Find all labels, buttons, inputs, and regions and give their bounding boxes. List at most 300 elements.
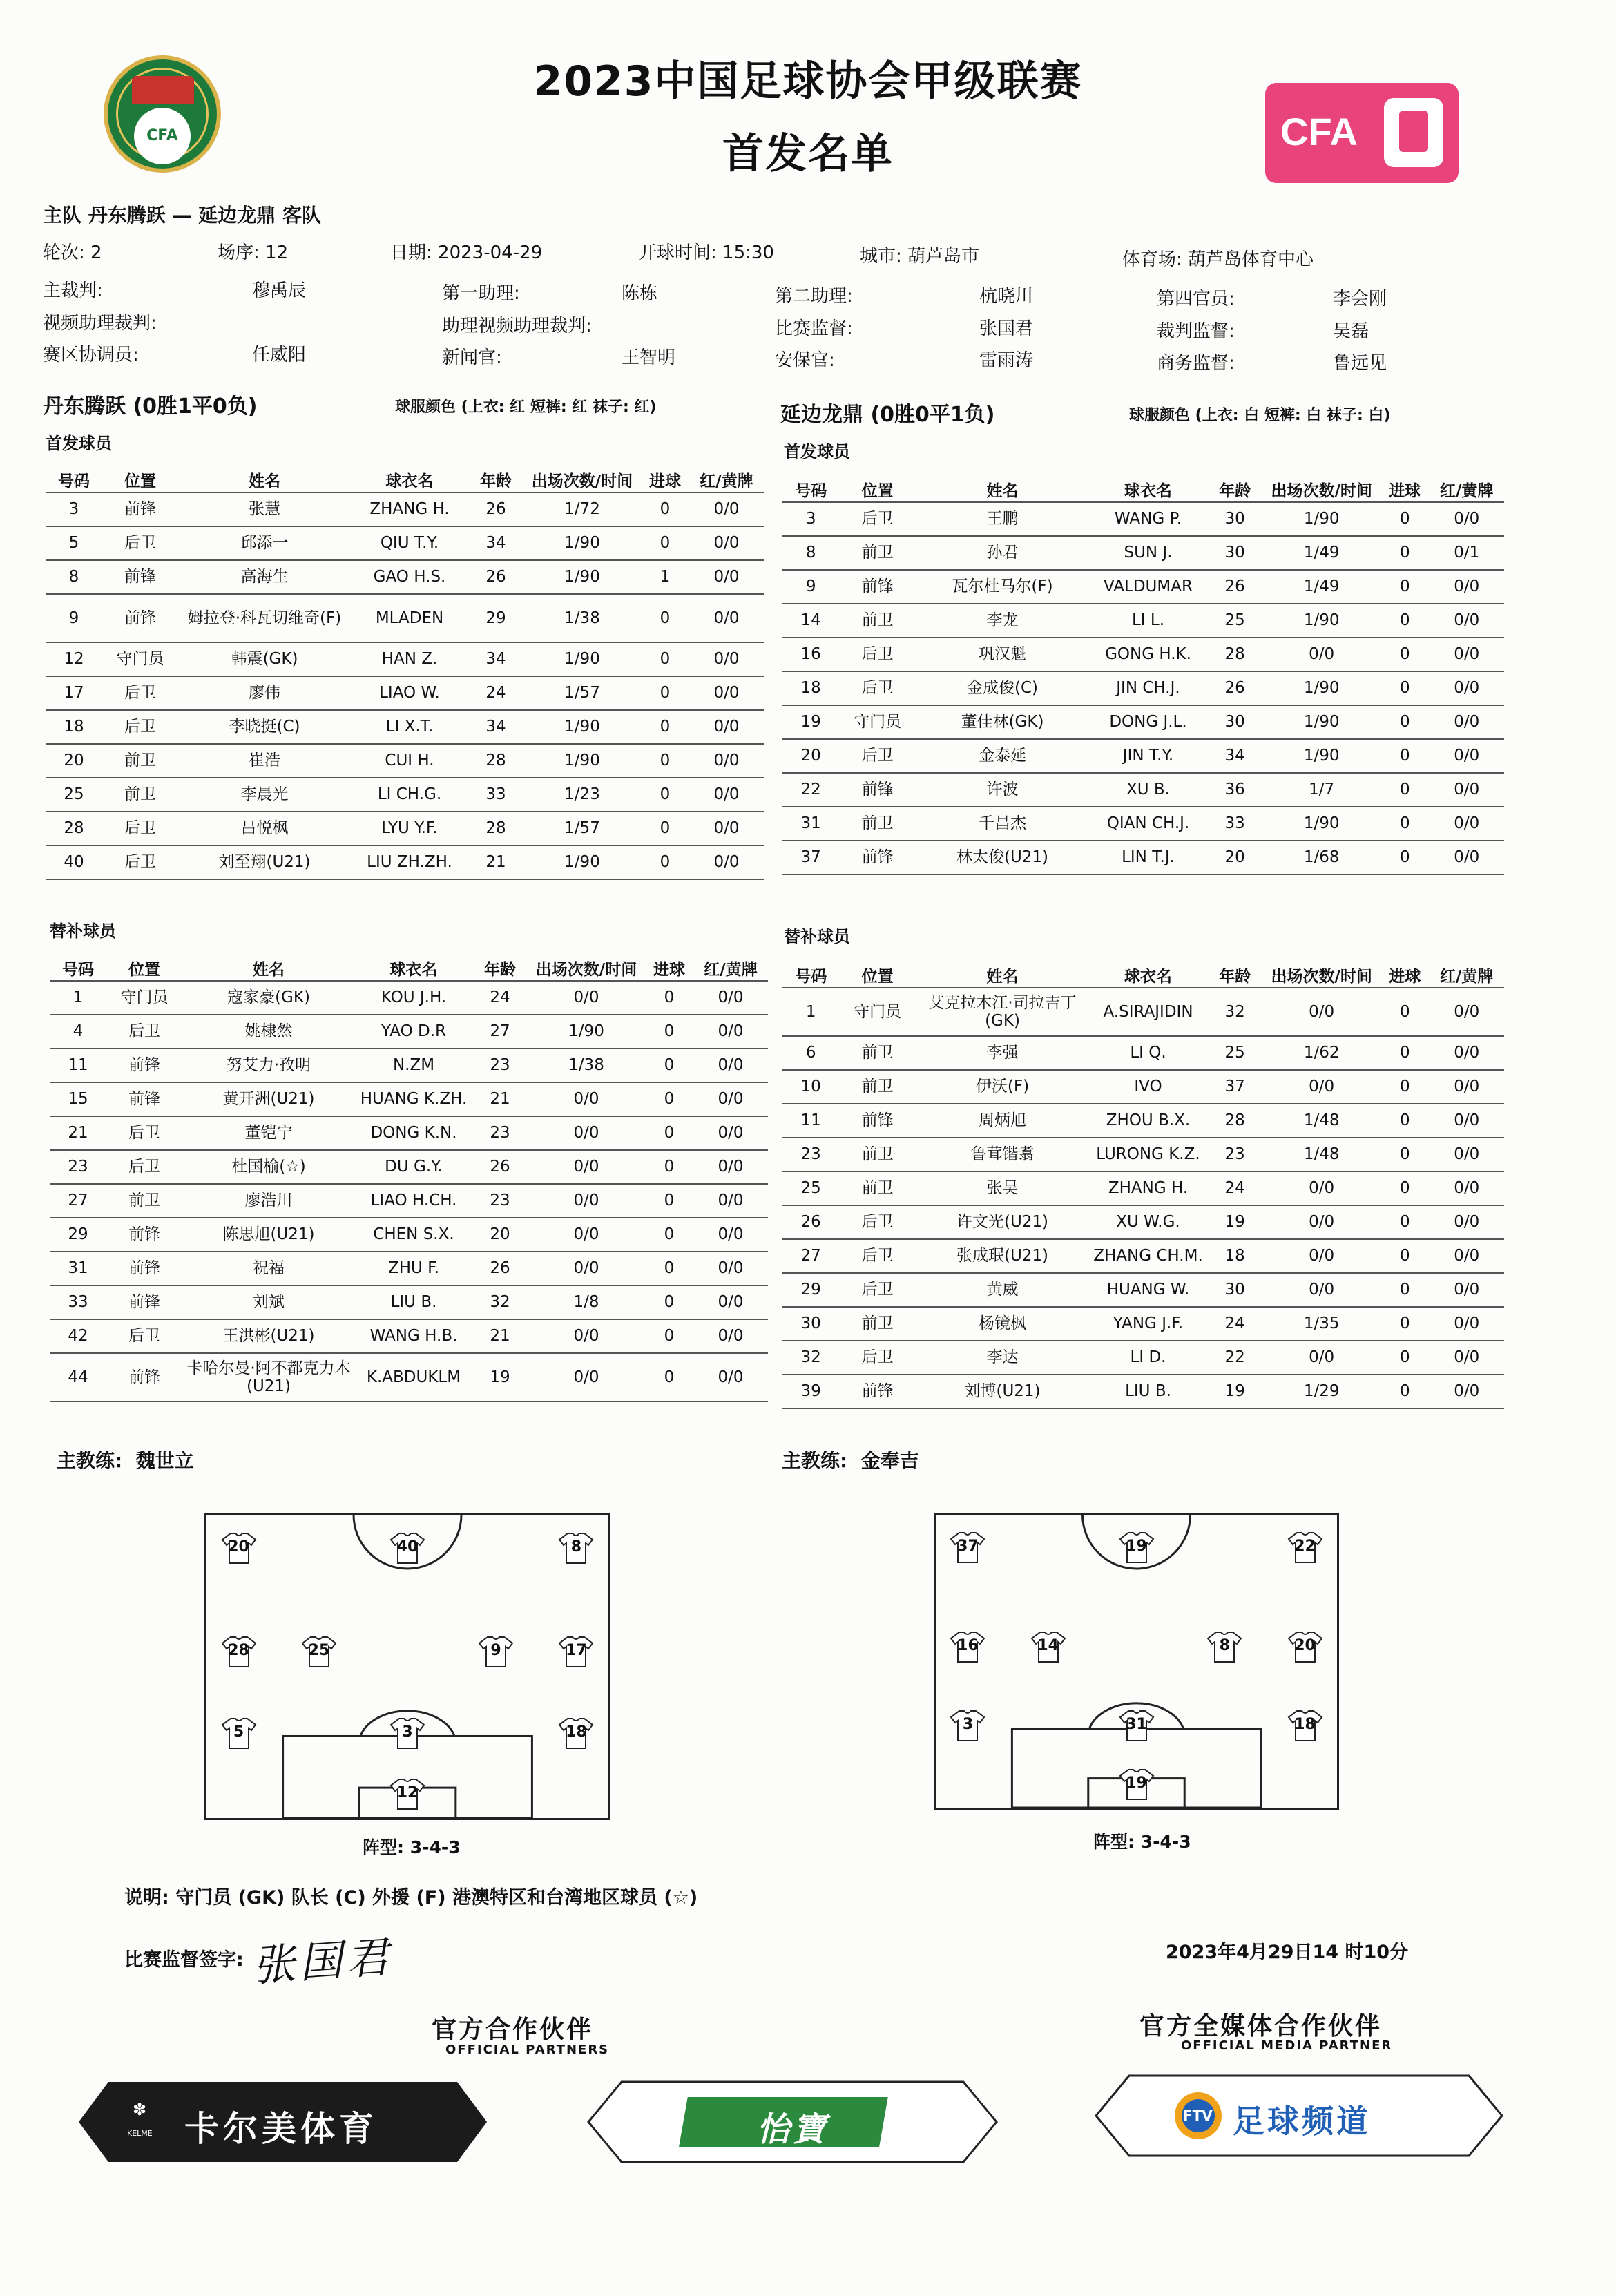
- player-cell: 李龙: [916, 604, 1089, 638]
- player-cell: IVO: [1089, 1070, 1207, 1104]
- player-cell: 18: [782, 671, 839, 705]
- column-header: 姓名: [182, 955, 355, 981]
- home-subs-label: 替补球员: [50, 921, 116, 941]
- official-name: 穆禹辰: [252, 280, 307, 301]
- away-formation: 阵型: 3-4-3: [1093, 1832, 1191, 1852]
- player-cell: 33: [50, 1285, 106, 1319]
- column-header: 出场次数/时间: [523, 467, 641, 492]
- player-cell: 金成俊(C): [916, 671, 1089, 705]
- player-cell: 守门员: [106, 981, 182, 1015]
- paw-icon: ✽: [133, 2100, 147, 2119]
- player-cell: 0: [1381, 807, 1429, 841]
- player-cell: 39: [782, 1375, 839, 1408]
- column-header: 位置: [839, 477, 916, 502]
- player-cell: 张成珉(U21): [916, 1239, 1089, 1273]
- player-cell: LYU Y.F.: [351, 812, 468, 845]
- player-cell: 1: [641, 560, 689, 594]
- player-cell: 0: [1381, 1273, 1429, 1307]
- player-cell: 后卫: [106, 1116, 182, 1150]
- player-cell: 0/0: [1429, 638, 1504, 671]
- player-cell: 0: [641, 492, 689, 526]
- player-cell: 1/90: [1262, 502, 1381, 536]
- player-cell: 1/90: [523, 560, 641, 594]
- player-cell: 崔浩: [178, 744, 351, 778]
- player-cell: 28: [468, 744, 523, 778]
- player-cell: 黄开洲(U21): [182, 1082, 355, 1116]
- player-row: [782, 841, 1504, 874]
- shirt-number: 19: [1126, 1774, 1147, 1792]
- player-cell: 0/0: [693, 1015, 768, 1049]
- player-cell: 1/23: [523, 778, 641, 812]
- player-cell: 0: [645, 1082, 693, 1116]
- player-cell: 陈思旭(U21): [182, 1218, 355, 1252]
- player-cell: 0: [645, 1319, 693, 1353]
- shirt-number: 3: [402, 1723, 413, 1741]
- player-cell: 后卫: [839, 502, 916, 536]
- shirt-number: 14: [1037, 1636, 1059, 1654]
- player-cell: 后卫: [839, 1239, 916, 1273]
- player-cell: 0: [1381, 1171, 1429, 1205]
- player-cell: 李晨光: [178, 778, 351, 812]
- player-row: [50, 1319, 768, 1353]
- player-cell: 0/0: [1429, 1273, 1504, 1307]
- player-cell: 后卫: [102, 845, 178, 879]
- player-shirt-icon: [558, 1716, 594, 1750]
- player-cell: SUN J.: [1089, 536, 1207, 570]
- player-cell: 0: [1381, 1138, 1429, 1171]
- yibao-sponsor-badge: 怡寶: [587, 2080, 998, 2163]
- player-cell: 24: [472, 981, 528, 1015]
- player-cell: 0/0: [693, 1319, 768, 1353]
- player-shirt-icon: [950, 1630, 985, 1663]
- venue: 体育场: 葫芦岛体育中心: [1122, 249, 1314, 270]
- player-row: [50, 1082, 768, 1116]
- player-cell: 0/0: [1429, 1171, 1504, 1205]
- player-cell: 30: [1207, 1273, 1262, 1307]
- player-cell: LURONG K.Z.: [1089, 1138, 1207, 1171]
- player-cell: 26: [472, 1252, 528, 1285]
- player-cell: 22: [1207, 1341, 1262, 1375]
- column-header: 球衣名: [1089, 962, 1207, 988]
- column-header: 年龄: [1207, 962, 1262, 988]
- player-cell: 21: [50, 1116, 106, 1150]
- player-cell: 12: [46, 642, 102, 676]
- player-cell: 0/0: [528, 1150, 645, 1184]
- player-cell: 张慧: [178, 492, 351, 526]
- signature-timestamp: 2023年4月29日14 时10分: [1166, 1942, 1409, 1963]
- player-cell: 刘斌: [182, 1285, 355, 1319]
- player-cell: 努艾力·孜明: [182, 1049, 355, 1082]
- player-cell: 0/0: [1262, 1341, 1381, 1375]
- player-cell: 许波: [916, 773, 1089, 807]
- player-cell: 28: [468, 812, 523, 845]
- player-shirt-icon: [389, 1531, 425, 1565]
- player-row: [50, 1116, 768, 1150]
- column-header: 出场次数/时间: [528, 955, 645, 981]
- player-cell: 瓦尔杜马尔(F): [916, 570, 1089, 604]
- player-cell: 许文光(U21): [916, 1205, 1089, 1239]
- legend-note: 说明: 守门员 (GK) 队长 (C) 外援 (F) 港澳特区和台湾地区球员 (☆): [124, 1887, 698, 1908]
- player-shirt-icon: [950, 1709, 985, 1742]
- player-row: [46, 710, 764, 744]
- player-cell: 0/0: [528, 1218, 645, 1252]
- player-cell: 0/0: [1262, 1205, 1381, 1239]
- cfa-league-logo: CFA: [1265, 83, 1459, 183]
- teams-line: 主队 丹东腾跃 — 延边龙鼎 客队: [43, 204, 321, 227]
- player-cell: GAO H.S.: [351, 560, 468, 594]
- official-name: 王智明: [622, 347, 676, 368]
- player-cell: WANG H.B.: [355, 1319, 472, 1353]
- player-cell: 姚棣然: [182, 1015, 355, 1049]
- list-title: 首发名单: [722, 130, 894, 178]
- player-cell: 0: [645, 1353, 693, 1401]
- shirt-number: 25: [308, 1641, 330, 1659]
- player-cell: 后卫: [102, 812, 178, 845]
- player-cell: 0: [641, 710, 689, 744]
- player-cell: 0: [1381, 570, 1429, 604]
- player-row: [50, 1015, 768, 1049]
- shirt-number: 16: [957, 1636, 979, 1654]
- player-cell: 后卫: [106, 1015, 182, 1049]
- player-cell: CHEN S.X.: [355, 1218, 472, 1252]
- player-cell: 28: [46, 812, 102, 845]
- player-row: [46, 560, 764, 594]
- player-cell: 26: [1207, 671, 1262, 705]
- player-cell: YAO D.R: [355, 1015, 472, 1049]
- player-cell: LIU B.: [355, 1285, 472, 1319]
- player-row: [782, 1036, 1504, 1070]
- column-header: 姓名: [916, 477, 1089, 502]
- player-cell: LIN T.J.: [1089, 841, 1207, 874]
- shirt-number: 8: [1219, 1636, 1230, 1654]
- player-shirt-icon: [558, 1531, 594, 1565]
- player-shirt-icon: [1206, 1630, 1242, 1663]
- player-cell: 23: [50, 1150, 106, 1184]
- player-row: [46, 492, 764, 526]
- player-cell: 0/0: [1429, 671, 1504, 705]
- player-cell: LIU ZH.ZH.: [351, 845, 468, 879]
- player-cell: 1/90: [528, 1015, 645, 1049]
- player-cell: 0/0: [528, 1353, 645, 1401]
- player-cell: 6: [782, 1036, 839, 1070]
- player-cell: 31: [50, 1252, 106, 1285]
- player-cell: 祝福: [182, 1252, 355, 1285]
- player-cell: 黄威: [916, 1273, 1089, 1307]
- column-header: 位置: [106, 955, 182, 981]
- shirt-number: 20: [228, 1538, 249, 1556]
- player-cell: 15: [50, 1082, 106, 1116]
- player-cell: 0/0: [1429, 1138, 1504, 1171]
- player-cell: 0/0: [689, 676, 764, 710]
- kickoff-time: 开球时间: 15:30: [639, 242, 774, 263]
- player-cell: 0: [1381, 773, 1429, 807]
- player-cell: 0: [641, 594, 689, 642]
- player-cell: 23: [472, 1049, 528, 1082]
- player-shirt-icon: [950, 1531, 985, 1564]
- player-cell: ZHANG H.: [1089, 1171, 1207, 1205]
- media-partner-subtitle: OFFICIAL MEDIA PARTNER: [1181, 2038, 1393, 2053]
- player-cell: 25: [1207, 1036, 1262, 1070]
- player-cell: XU W.G.: [1089, 1205, 1207, 1239]
- official-label: 比赛监督:: [775, 318, 853, 339]
- player-row: [782, 1375, 1504, 1408]
- player-cell: 0: [1381, 536, 1429, 570]
- official-name: 鲁远见: [1333, 353, 1387, 374]
- column-header: 年龄: [468, 467, 523, 492]
- player-cell: 李晓挺(C): [178, 710, 351, 744]
- player-cell: 0/0: [689, 845, 764, 879]
- player-cell: HAN Z.: [351, 642, 468, 676]
- player-cell: MLADEN: [351, 594, 468, 642]
- player-row: [782, 1273, 1504, 1307]
- player-cell: LI Q.: [1089, 1036, 1207, 1070]
- player-cell: 卡哈尔曼·阿不都克力木(U21): [182, 1353, 355, 1401]
- player-cell: 1/90: [523, 710, 641, 744]
- player-cell: 守门员: [102, 642, 178, 676]
- player-row: [50, 1184, 768, 1218]
- player-cell: 11: [782, 1104, 839, 1138]
- player-cell: ZHANG H.: [351, 492, 468, 526]
- player-cell: 守门员: [839, 705, 916, 739]
- player-cell: 10: [782, 1070, 839, 1104]
- player-cell: 14: [782, 604, 839, 638]
- column-header: 年龄: [1207, 477, 1262, 502]
- player-cell: 王洪彬(U21): [182, 1319, 355, 1353]
- player-cell: 前卫: [839, 536, 916, 570]
- player-cell: 0: [645, 1150, 693, 1184]
- official-label: 助理视频助理裁判:: [442, 316, 592, 336]
- player-cell: 27: [50, 1184, 106, 1218]
- player-cell: 0/0: [689, 642, 764, 676]
- player-cell: 21: [472, 1082, 528, 1116]
- player-cell: 寇家豪(GK): [182, 981, 355, 1015]
- player-cell: 0: [1381, 1375, 1429, 1408]
- player-cell: 30: [1207, 502, 1262, 536]
- league-title: 2023中国足球协会甲级联赛: [533, 57, 1083, 106]
- player-cell: 0/0: [689, 812, 764, 845]
- player-cell: 1/72: [523, 492, 641, 526]
- player-cell: 0/0: [528, 1082, 645, 1116]
- player-cell: 0/0: [1429, 1341, 1504, 1375]
- player-cell: 前卫: [839, 1036, 916, 1070]
- player-row: [46, 812, 764, 845]
- player-cell: 0/1: [1429, 536, 1504, 570]
- player-cell: 董佳林(GK): [916, 705, 1089, 739]
- player-cell: 0/0: [1429, 739, 1504, 773]
- player-cell: 1/49: [1262, 536, 1381, 570]
- official-label: 第四官员:: [1157, 289, 1235, 309]
- player-row: [782, 705, 1504, 739]
- home-starters-table: [46, 467, 764, 880]
- player-cell: A.SIRAJIDIN: [1089, 988, 1207, 1036]
- away-subs-label: 替补球员: [784, 927, 850, 946]
- player-row: [50, 1353, 768, 1401]
- player-cell: 0: [1381, 1104, 1429, 1138]
- column-header: 号码: [46, 467, 102, 492]
- shirt-number: 40: [396, 1538, 419, 1556]
- player-cell: 艾克拉木江·司拉吉丁(GK): [916, 988, 1089, 1036]
- player-cell: 37: [782, 841, 839, 874]
- player-cell: 20: [472, 1218, 528, 1252]
- away-starters-label: 首发球员: [784, 442, 850, 461]
- player-row: [46, 594, 764, 642]
- player-row: [46, 642, 764, 676]
- player-cell: 1/48: [1262, 1104, 1381, 1138]
- player-cell: 9: [782, 570, 839, 604]
- player-cell: 23: [1207, 1138, 1262, 1171]
- player-cell: 30: [782, 1307, 839, 1341]
- player-cell: 高海生: [178, 560, 351, 594]
- player-shirt-icon: [389, 1716, 425, 1750]
- player-cell: LI X.T.: [351, 710, 468, 744]
- player-row: [782, 773, 1504, 807]
- player-cell: 0: [645, 1218, 693, 1252]
- player-cell: 25: [46, 778, 102, 812]
- player-cell: 24: [468, 676, 523, 710]
- player-cell: 前卫: [839, 1070, 916, 1104]
- player-cell: 0: [1381, 1070, 1429, 1104]
- player-cell: 0/0: [693, 1353, 768, 1401]
- column-header: 进球: [641, 467, 689, 492]
- match-date: 日期: 2023-04-29: [390, 242, 543, 263]
- player-cell: DONG K.N.: [355, 1116, 472, 1150]
- official-name: 杭晓川: [979, 286, 1034, 307]
- player-shirt-icon: [1119, 1709, 1155, 1742]
- player-cell: 王鹏: [916, 502, 1089, 536]
- player-cell: 0: [1381, 638, 1429, 671]
- player-cell: 前锋: [102, 594, 178, 642]
- player-cell: 前卫: [102, 744, 178, 778]
- player-cell: 廖伟: [178, 676, 351, 710]
- player-cell: 4: [50, 1015, 106, 1049]
- player-row: [46, 526, 764, 560]
- city: 城市: 葫芦岛市: [860, 246, 980, 267]
- player-cell: 后卫: [839, 671, 916, 705]
- official-name: 张国君: [979, 318, 1034, 339]
- player-shirt-icon: [301, 1635, 337, 1668]
- player-cell: 0: [641, 526, 689, 560]
- player-cell: 0/0: [528, 1184, 645, 1218]
- player-cell: 1/38: [523, 594, 641, 642]
- player-cell: 0/0: [528, 981, 645, 1015]
- ftv-sponsor-badge: FTV 足球频道: [1095, 2074, 1503, 2157]
- player-cell: 0/0: [689, 526, 764, 560]
- cfa-association-logo: CFA: [104, 55, 221, 173]
- column-header: 进球: [1381, 477, 1429, 502]
- player-cell: 18: [1207, 1239, 1262, 1273]
- player-cell: 0/0: [693, 1049, 768, 1082]
- shirt-number: 17: [566, 1641, 587, 1659]
- player-cell: 1/8: [528, 1285, 645, 1319]
- player-cell: 27: [472, 1015, 528, 1049]
- player-cell: 23: [472, 1184, 528, 1218]
- player-cell: 0/0: [1262, 1171, 1381, 1205]
- player-cell: 9: [46, 594, 102, 642]
- player-cell: 前卫: [839, 604, 916, 638]
- player-cell: 28: [1207, 638, 1262, 671]
- column-header: 号码: [50, 955, 106, 981]
- player-cell: 1/90: [1262, 604, 1381, 638]
- player-cell: 20: [46, 744, 102, 778]
- player-row: [782, 739, 1504, 773]
- player-cell: 后卫: [839, 1273, 916, 1307]
- player-shirt-icon: [558, 1635, 594, 1668]
- player-row: [782, 638, 1504, 671]
- player-cell: 40: [46, 845, 102, 879]
- player-cell: 33: [468, 778, 523, 812]
- player-cell: ZHU F.: [355, 1252, 472, 1285]
- player-row: [782, 988, 1504, 1036]
- official-partners-title: 官方合作伙伴: [432, 2016, 594, 2044]
- player-cell: 前锋: [102, 492, 178, 526]
- player-cell: 李达: [916, 1341, 1089, 1375]
- shirt-number: 18: [1294, 1716, 1316, 1734]
- player-cell: 0: [645, 1252, 693, 1285]
- player-cell: 34: [468, 642, 523, 676]
- player-cell: LI D.: [1089, 1341, 1207, 1375]
- player-shirt-icon: [221, 1716, 257, 1750]
- player-cell: 后卫: [102, 526, 178, 560]
- player-cell: 36: [1207, 773, 1262, 807]
- player-cell: 李强: [916, 1036, 1089, 1070]
- player-row: [782, 1307, 1504, 1341]
- player-cell: 0/0: [1262, 1273, 1381, 1307]
- kelme-sponsor-badge: ✽ KELME 卡尔美体育: [77, 2080, 488, 2163]
- player-cell: 0: [641, 812, 689, 845]
- player-cell: 姆拉登·科瓦切维奇(F): [178, 594, 351, 642]
- player-cell: 0: [1381, 1239, 1429, 1273]
- player-cell: 22: [782, 773, 839, 807]
- column-header: 红/黄牌: [1429, 962, 1504, 988]
- player-cell: 34: [468, 710, 523, 744]
- official-label: 第二助理:: [775, 286, 853, 307]
- away-formation-pitch: [934, 1513, 1339, 1810]
- player-cell: 前锋: [106, 1252, 182, 1285]
- player-row: [782, 1070, 1504, 1104]
- player-cell: 0: [641, 744, 689, 778]
- shirt-number: 31: [1126, 1716, 1147, 1734]
- official-label: 商务监督:: [1157, 353, 1235, 374]
- home-starters-label: 首发球员: [46, 434, 112, 453]
- away-team-name: 延边龙鼎 (0胜0平1负): [780, 403, 995, 427]
- player-cell: DONG J.L.: [1089, 705, 1207, 739]
- player-shirt-icon: [221, 1635, 257, 1668]
- player-cell: 0/0: [528, 1116, 645, 1150]
- official-partners-subtitle: OFFICIAL PARTNERS: [445, 2043, 610, 2057]
- player-cell: 0/0: [1429, 841, 1504, 874]
- player-cell: 前卫: [839, 807, 916, 841]
- player-cell: 林太俊(U21): [916, 841, 1089, 874]
- player-cell: 0/0: [1429, 1104, 1504, 1138]
- player-cell: 1/90: [1262, 671, 1381, 705]
- player-cell: 0/0: [1429, 705, 1504, 739]
- player-cell: 20: [782, 739, 839, 773]
- player-cell: CUI H.: [351, 744, 468, 778]
- player-cell: 杨镜枫: [916, 1307, 1089, 1341]
- player-cell: 后卫: [106, 1150, 182, 1184]
- player-cell: JIN CH.J.: [1089, 671, 1207, 705]
- player-cell: 0/0: [528, 1252, 645, 1285]
- player-cell: 44: [50, 1353, 106, 1401]
- player-cell: 1/29: [1262, 1375, 1381, 1408]
- player-cell: 0: [1381, 502, 1429, 536]
- player-cell: 后卫: [102, 710, 178, 744]
- player-cell: 11: [50, 1049, 106, 1082]
- player-cell: 前卫: [839, 1171, 916, 1205]
- player-cell: 吕悦枫: [178, 812, 351, 845]
- player-cell: KOU J.H.: [355, 981, 472, 1015]
- player-cell: 28: [1207, 1104, 1262, 1138]
